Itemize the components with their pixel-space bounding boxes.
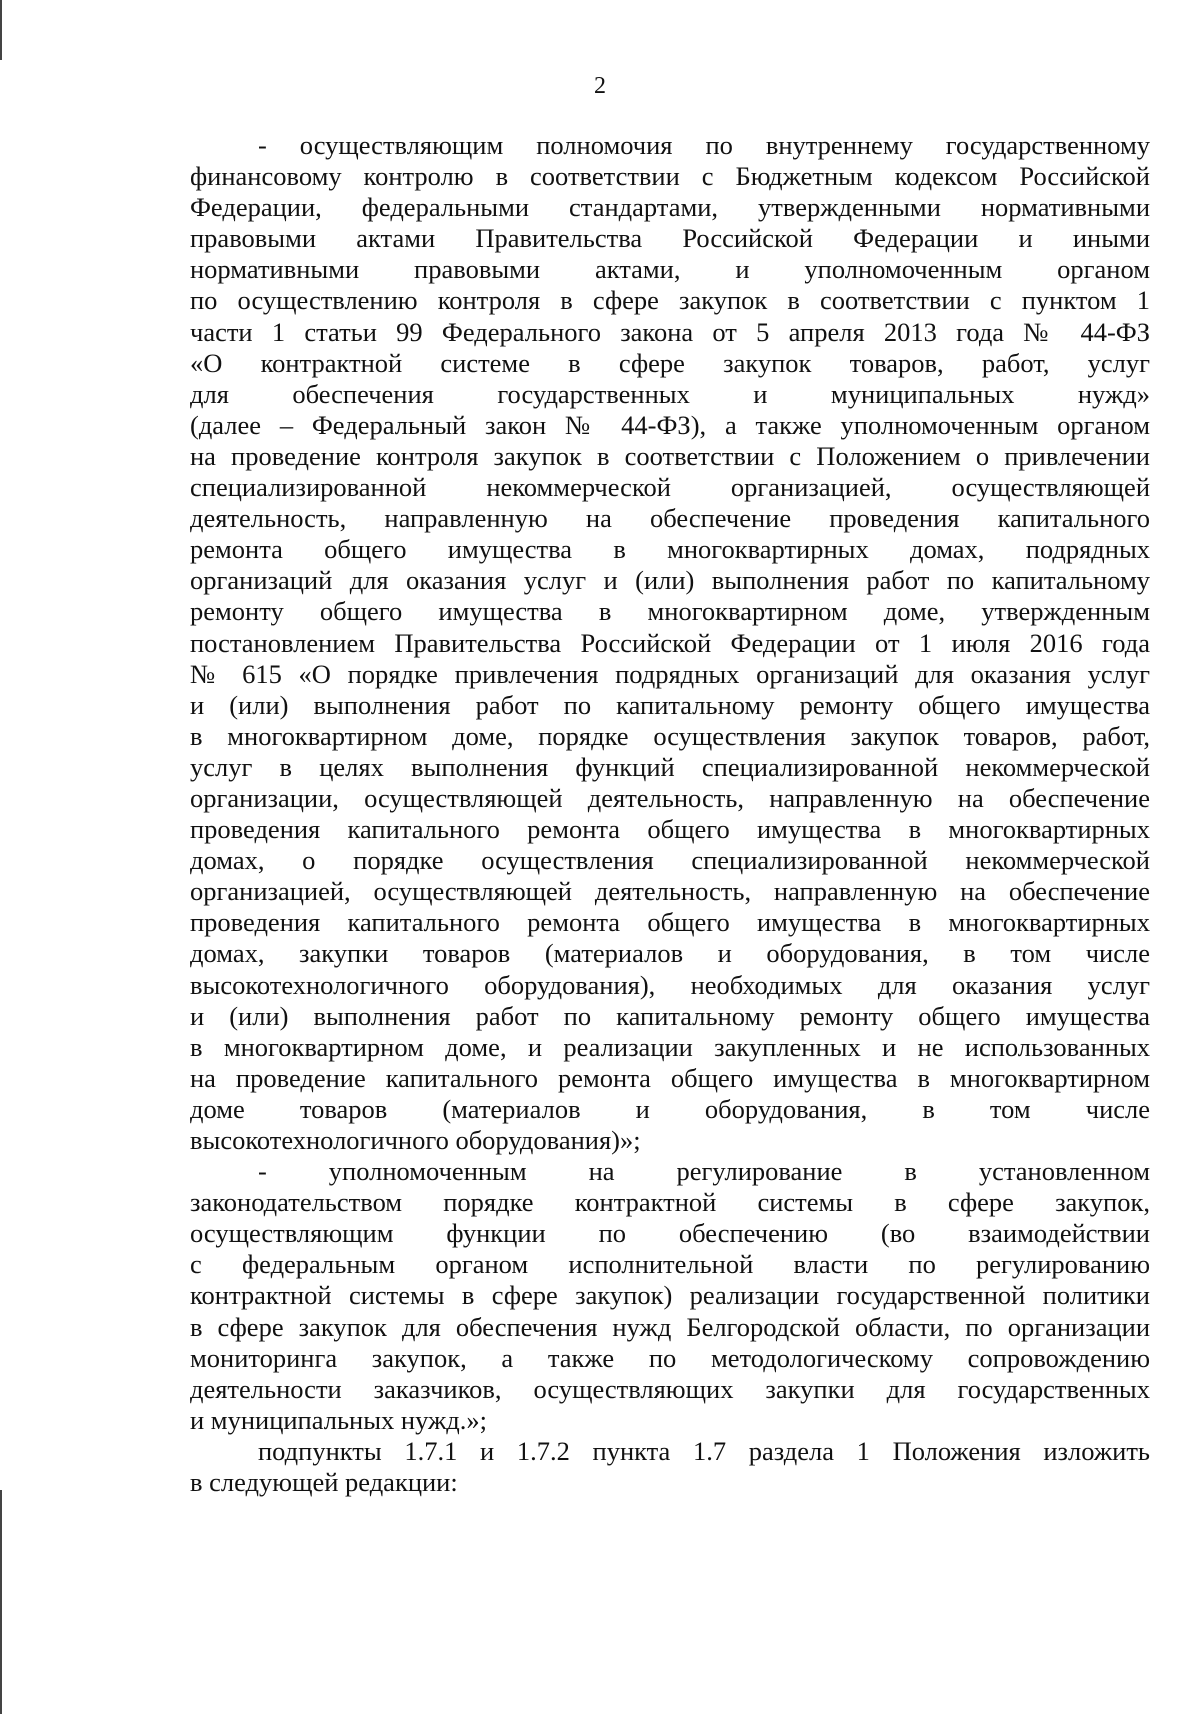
- text-line: высокотехнологичного оборудования), необходимых для оказания услуг: [190, 969, 1150, 1000]
- text-line: организации, осуществляющей деятельность, направленную на обеспечение: [190, 782, 1150, 813]
- text-line: с федеральным органом исполнительной власти по регулированию: [190, 1249, 1150, 1280]
- text-line: и муниципальных нужд.»;: [190, 1404, 488, 1435]
- text-line: - уполномоченным на регулирование в установленном: [258, 1156, 1150, 1187]
- text-line: проведения капитального ремонта общего имущества в многоквартирных: [190, 814, 1150, 845]
- text-line: осуществляющим функции по обеспечению (во взаимодействии: [190, 1218, 1150, 1249]
- text-line: для обеспечения государственных и муниципальных нужд»: [190, 378, 1150, 409]
- text-line: финансовому контролю в соответствии с Бюджетным кодексом Российской: [190, 161, 1150, 192]
- text-line: в многоквартирном доме, порядке осуществления закупок товаров, работ,: [190, 720, 1150, 751]
- paragraph-1: [190, 130, 1150, 1156]
- text-line: на проведение капитального ремонта общего имущества в многоквартирном: [190, 1062, 1150, 1093]
- text-line: деятельности заказчиков, осуществляющих закупки для государственных: [190, 1373, 1150, 1404]
- text-line: домах, закупки товаров (материалов и оборудования, в том числе: [190, 938, 1150, 969]
- text-line: и (или) выполнения работ по капитальному ремонту общего имущества: [190, 1000, 1150, 1031]
- text-line: организаций для оказания услуг и (или) выполнения работ по капитальному: [190, 565, 1150, 596]
- text-line: законодательством порядке контрактной системы в сфере закупок,: [190, 1187, 1150, 1218]
- text-line: нормативными правовыми актами, и уполномоченным органом: [190, 254, 1150, 285]
- text-line: постановлением Правительства Российской Федерации от 1 июля 2016 года: [190, 627, 1150, 658]
- page-number: 2: [594, 73, 606, 99]
- text-line: по осуществлению контроля в сфере закупок в соответствии с пунктом 1: [190, 285, 1150, 316]
- text-line: специализированной некоммерческой организацией, осуществляющей: [190, 472, 1150, 503]
- text-line: проведения капитального ремонта общего имущества в многоквартирных: [190, 907, 1150, 938]
- text-line: правовыми актами Правительства Российской Федерации и иными: [190, 223, 1150, 254]
- text-line: № 615 «О порядке привлечения подрядных организаций для оказания услуг: [190, 658, 1150, 689]
- text-line: (далее – Федеральный закон № 44-ФЗ), а также уполномоченным органом: [190, 409, 1150, 440]
- text-line: доме товаров (материалов и оборудования, в том числе: [190, 1093, 1150, 1124]
- text-line: - осуществляющим полномочия по внутреннему государственному: [258, 130, 1150, 160]
- text-line: Федерации, федеральными стандартами, утвержденными нормативными: [190, 192, 1150, 223]
- text-line: в многоквартирном доме, и реализации закупленных и не использованных: [190, 1031, 1150, 1062]
- text-line: подпункты 1.7.1 и 1.7.2 пункта 1.7 раздела 1 Положения изложить: [258, 1435, 1150, 1466]
- text-line: деятельность, направленную на обеспечение проведения капитального: [190, 503, 1150, 534]
- text-line: высокотехнологичного оборудования)»;: [190, 1125, 641, 1155]
- text-line: на проведение контроля закупок в соответствии с Положением о привлечении: [190, 440, 1150, 471]
- text-line: домах, о порядке осуществления специализированной некоммерческой: [190, 845, 1150, 876]
- scan-edge-mark: [0, 0, 2, 60]
- paragraph-3: [190, 1436, 1150, 1498]
- text-line: услуг в целях выполнения функций специализированной некоммерческой: [190, 751, 1150, 782]
- text-line: «О контрактной системе в сфере закупок товаров, работ, услуг: [190, 347, 1150, 378]
- text-line: организацией, осуществляющей деятельность, направленную на обеспечение: [190, 876, 1150, 907]
- text-line: в сфере закупок для обеспечения нужд Белгородской области, по организации: [190, 1311, 1150, 1342]
- text-line: ремонту общего имущества в многоквартирном доме, утвержденным: [190, 596, 1150, 627]
- paragraph-2: [190, 1156, 1150, 1436]
- text-line: в следующей редакции:: [190, 1467, 458, 1498]
- text-line: мониторинга закупок, а также по методологическому сопровождению: [190, 1342, 1150, 1373]
- text-line: ремонта общего имущества в многоквартирных домах, подрядных: [190, 534, 1150, 565]
- text-line: контрактной системы в сфере закупок) реализации государственной политики: [190, 1280, 1150, 1311]
- scan-edge-mark: [0, 1490, 2, 1714]
- text-line: и (или) выполнения работ по капитальному ремонту общего имущества: [190, 689, 1150, 720]
- document-body: [190, 130, 1150, 1498]
- text-line: части 1 статьи 99 Федерального закона от 5 апреля 2013 года № 44-ФЗ: [190, 316, 1150, 347]
